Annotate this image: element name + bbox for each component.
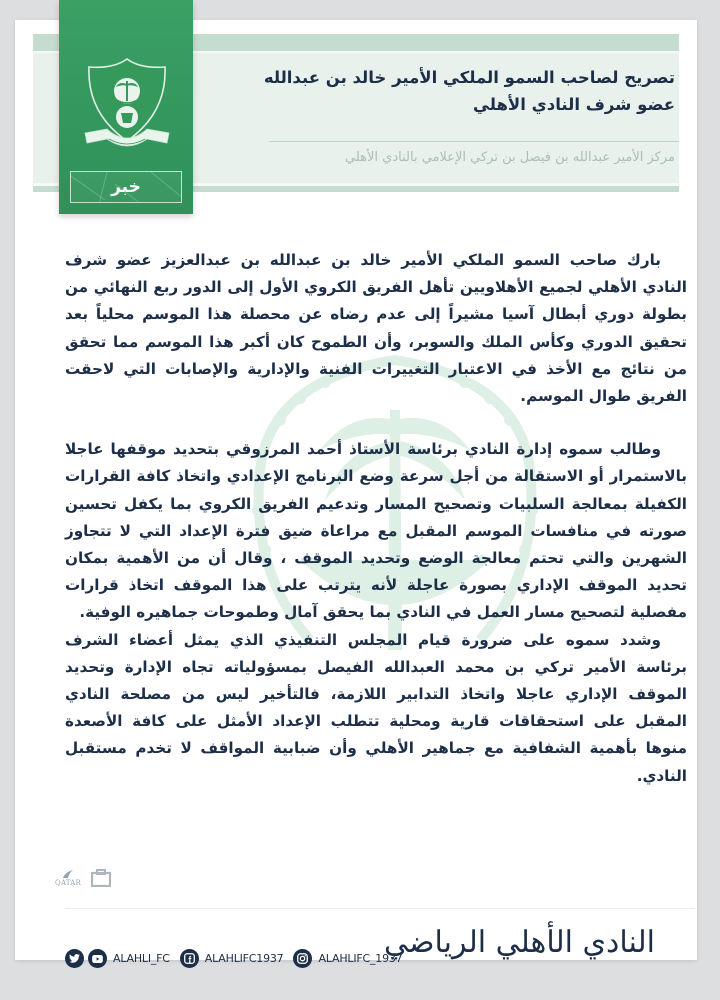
qatar-airways-logo-icon: QATAR: [55, 869, 81, 887]
briefcase-icon: [91, 869, 111, 887]
title-line-2: عضو شرف النادي الأهلي: [473, 95, 675, 114]
instagram-icon[interactable]: [293, 949, 312, 968]
article-paragraph: وشدد سموه على ضرورة قيام المجلس التنفيذي الذي يمثل أعضاء الشرف برئاسة الأمير تركي بن محمد العبدالله الفيصل بمسؤولياته تجاه الإدارة وتحديد الموقف الإداري عاجلا واتخاذ التدابير اللازمة، فالتأخير ليس من مصلحة النادي المقبل على استحقاقات قارية ومحلية تتطلب الإعداد الأمثل على كافة الأصعدة منوها بأهمية الشفافية مع جماهير الأهلي وأن ضبابية المواقف لا تخدم مستقبل النادي.: [65, 630, 687, 785]
social-links: [65, 949, 408, 968]
title-divider: [269, 141, 679, 142]
news-label-box: [70, 171, 182, 203]
article-paragraph: وطالب سموه إدارة النادي برئاسة الأستاذ أحمد المرزوقي بتحديد موقفها عاجلا بالاستمرار أو الاستقالة من أجل سرعة وضع البرنامج الإعدادي واتخاذ كافة القرارات الكفيلة بمعالجة السلبيات وتصحيح المسار وتدعيم الفريق الكروي بما يكفل تحسين صورته في منافسات الموسم المقبل مع مراعاة ضيق فترة الإعداد التي لا تتجاوز الشهرين والتي تحتم معالجة الوضع وتحديد الموقف ، وقال أن من الأهمية بمكان تحديد الموقف الإداري بصورة عاجلة لأنه يترتب على هذا الموقف اتخاذ قرارات مفصلية لتصحيح مسار العمل في النادي بما يحقق آمال وطموحات جماهيره الوفية.: [65, 440, 687, 622]
page-title: [215, 64, 675, 118]
news-badge: [59, 0, 193, 214]
article-body: [65, 247, 687, 790]
news-label: خبر: [111, 177, 141, 197]
facebook-icon[interactable]: [180, 949, 199, 968]
title-line-1: تصريح لصاحب السمو الملكي الأمير خالد بن عبدالله: [263, 68, 675, 87]
club-name-calligraphy: النادي الأهلي الرياضي: [384, 925, 655, 960]
article-paragraph: بارك صاحب السمو الملكي الأمير خالد بن عبدالله بن عبدالعزيز عضو شرف النادي الأهلي لجميع الأهلاويين تأهل الفريق الكروي الأول إلى الدور ربع النهائي من بطولة دوري أبطال آسيا مشيراً إلى عدم رضاه عن محصلة هذا الموسم محلياً بعد تحقيق الدوري وكأس الملك والسوبر، وأن الطموح كان أكبر هذا الموسم مما تحقق من نتائج مع الأخذ في الاعتبار التغييرات الفنية والإدارية والإصابات التي لاحقت الفريق طوال الموسم.: [65, 251, 687, 406]
facebook-handle[interactable]: ALAHLIFC1937: [204, 952, 284, 965]
instagram-handle[interactable]: ALAHLIFC_1937: [318, 952, 403, 965]
twitter-icon[interactable]: [65, 949, 84, 968]
footer-divider: [65, 908, 695, 909]
sponsor-logos: [55, 869, 111, 887]
source-line: مركز الأمير عبدالله بن فيصل بن تركي الإعلامي بالنادي الأهلي: [345, 150, 675, 165]
youtube-icon[interactable]: [88, 949, 107, 968]
al-ahli-crest-icon: [79, 55, 175, 155]
twitter-youtube-handle[interactable]: ALAHLI_FC: [113, 952, 170, 965]
